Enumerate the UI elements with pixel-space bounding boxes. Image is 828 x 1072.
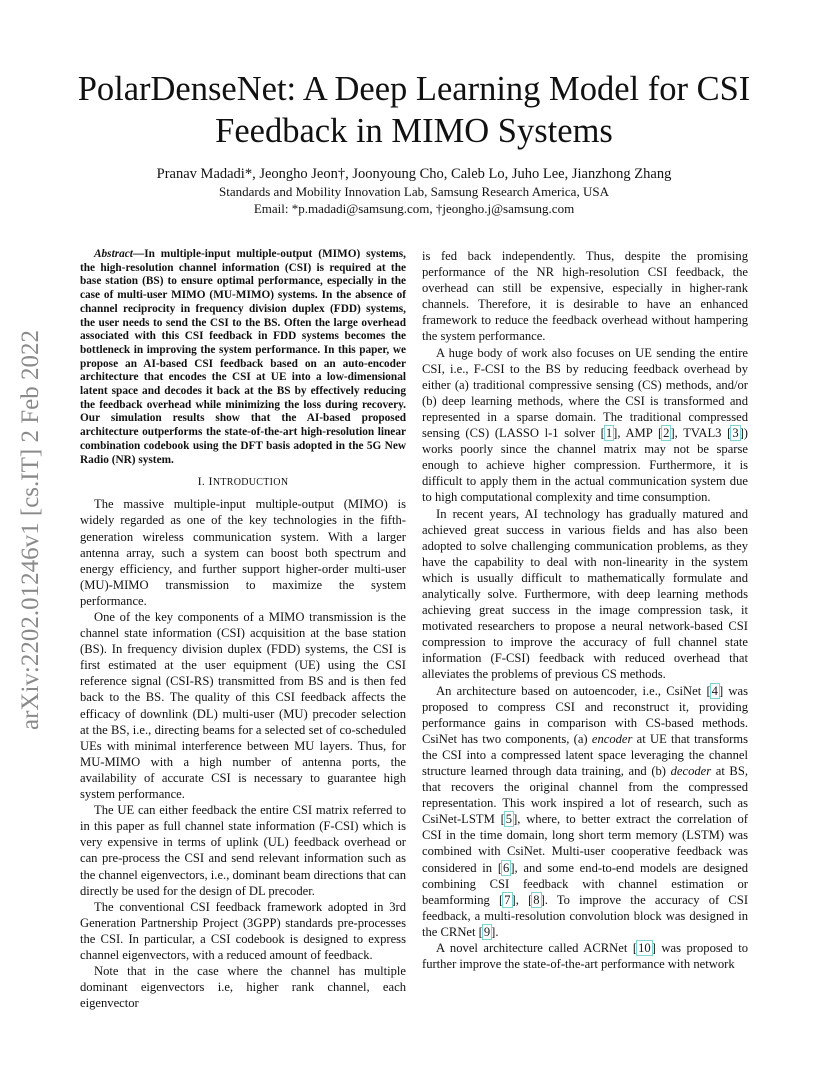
email-line: Email: *p.madadi@samsung.com, †jeongho.j@samsung.com <box>253 201 575 216</box>
abstract <box>80 248 406 467</box>
citation-link[interactable]: 6 <box>503 860 510 875</box>
abstract-label: Abstract <box>94 248 133 260</box>
intro-paragraph-8: An architecture based on autoencoder, i.e., CsiNet [4] was proposed to compress CSI and reconstruct it, providing performance gains in comparison with CS-based methods. CsiNet has two components, (a) encoder at UE that transforms the CSI into a compressed latent space leveraging the channel structure learned through data training, and (b) decoder at BS, that recovers the original channel from the compressed representation. This work inspired a lot of research, such as CsiNet-LSTM [5], where, to better extract the correlation of CSI in the time domain, long short term memory (LSTM) was combined with CsiNet. Multi-user cooperative feedback was considered in [6], and some end-to-end models are designed combining CSI feedback with channel estimation or beamforming [7], [8]. To improve the accuracy of CSI feedback, a multi-resolution convolution block was designed in the CRNet [9]. <box>422 683 749 939</box>
affiliation: Standards and Mobility Innovation Lab, Samsung Research America, USA <box>219 184 609 199</box>
citation-link[interactable]: 2 <box>663 426 670 441</box>
citation-link[interactable]: 5 <box>505 812 513 827</box>
citation-link[interactable]: 1 <box>605 426 613 441</box>
citation-link[interactable]: 7 <box>504 892 511 907</box>
citation-link[interactable]: 4 <box>711 683 718 698</box>
title-line-2: Feedback in MIMO Systems <box>215 112 613 150</box>
citation-link[interactable]: 8 <box>533 892 540 907</box>
intro-paragraph-9: A novel architecture called ACRNet [10] was proposed to further improve the state-of-the-art performance with network <box>422 941 748 972</box>
paper-title <box>60 68 768 152</box>
citation-link[interactable]: 10 <box>638 941 651 956</box>
intro-paragraph-5-continued: is fed back independently. Thus, despite the promising performance of the NR high-resolution CSI feedback, the overhead can still be expensive, especially in higher-rank channels. Therefore, it is desirable to have an enhanced framework to reduce the feedback overhead without hampering the system performance. <box>422 249 748 344</box>
citation-link[interactable]: 3 <box>732 426 739 441</box>
intro-paragraph-2: One of the key components of a MIMO transmission is the channel state information (CSI) acquisition at the base station (BS). In frequency division duplex (FDD) systems, the CSI is first estimated at the user equipment (UE) using the CSI reference signal (CSI-RS) transmitted from BS and is then fed back to the BS. The quality of this CSI feedback affects the efficacy of downlink (DL) multi-user (MU) precoder selection at the BS, i.e., directing beams for a selected set of co-scheduled UEs with minimal interference between MU layers. Thus, for MU-MIMO with a high number of antenna ports, the availability of accurate CSI is necessary to guarantee high system performance. <box>80 610 406 802</box>
right-column <box>422 248 748 972</box>
intro-paragraph-1: The massive multiple-input multiple-output (MIMO) is widely regarded as one of the key technologies in the fifth-generation wireless communication system. With a larger antenna array, such a system can boost both spectrum and energy efficiency, and further support higher-order multi-user (MU)-MIMO transmission to maximize the system performance. <box>80 497 406 608</box>
intro-paragraph-3: The UE can either feedback the entire CSI matrix referred to in this paper as full channel state information (F-CSI) which is very expensive in terms of uplink (UL) feedback overhead or can pre-process the CSI and send relevant information such as the channel eigenvectors, i.e., dominant beam directions that can directly be used for the design of DL precoder. <box>80 803 406 898</box>
title-line-1: PolarDenseNet: A Deep Learning Model for CSI <box>77 70 751 108</box>
left-column <box>80 248 406 1011</box>
arxiv-stamp: arXiv:2202.01246v1 [cs.IT] 2 Feb 2022 <box>17 330 44 730</box>
author-list: Pranav Madadi*, Jeongho Jeon†, Joonyoung Cho, Caleb Lo, Juho Lee, Jianzhong Zhang <box>156 166 672 182</box>
intro-paragraph-5: Note that in the case where the channel has multiple dominant eigenvectors i.e, higher rank channel, each eigenvector <box>80 964 406 1011</box>
citation-link[interactable]: 9 <box>483 924 491 939</box>
intro-paragraph-4: The conventional CSI feedback framework adopted in 3rd Generation Partnership Project (3GPP) standards pre-processes the CSI. In particular, a CSI codebook is designed to express channel eigenvectors, with a reduced amount of feedback. <box>80 899 406 962</box>
intro-paragraph-7: In recent years, AI technology has gradually matured and achieved great success in various fields and has also been adopted to solve challenging communication problems, as they have the capability to deal with non-linearity in the system which is usually difficult to mathematically formulate and analytically solve. Furthermore, with deep learning methods achieving great success in the image compression task, it motivated researchers to propose a neural network-based CSI compression to improve the accuracy of full channel state information (F-CSI) feedback with reduced overhead that alleviates the problems of previous CS methods. <box>422 506 748 682</box>
abstract-text: —In multiple-input multiple-output (MIMO) systems, the high-resolution channel information (CSI) is required at the base station (BS) to ensure optimal performance, especially in the case of multi-user MIMO (MU-MIMO) systems. In the absence of channel reciprocity in frequency division duplex (FDD) systems, the user needs to send the CSI to the BS. Often the large overhead associated with this CSI feedback in FDD systems becomes the bottleneck in improving the system performance. In this paper, we propose an AI-based CSI feedback based on an auto-encoder architecture that encodes the CSI at UE into a low-dimensional latent space and decodes it back at the BS by effectively reducing the feedback overhead while minimizing the loss during recovery. Our simulation results show that the AI-based proposed architecture outperforms the state-of-the-art high-resolution linear combination codebook using the DFT basis adopted in the 5G New Radio (NR) system. <box>80 248 406 466</box>
intro-paragraph-6: A huge body of work also focuses on UE sending the entire CSI, i.e., F-CSI to the BS by reducing feedback overhead by either (a) traditional compressive sensing (CS) methods, and/or (b) deep learning methods, where the CSI is transformed and represented in a sparse domain. The traditional compressed sensing (CS) (LASSO l-1 solver [1], AMP [2], TVAL3 [3]) works poorly since the channel matrix may not be sparse enough to achieve higher compression. Furthermore, it is difficult to apply them in the actual communication system due to high computational complexity and time consumption. <box>422 345 748 505</box>
section-heading-introduction: I. INTRODUCTION <box>197 474 289 489</box>
